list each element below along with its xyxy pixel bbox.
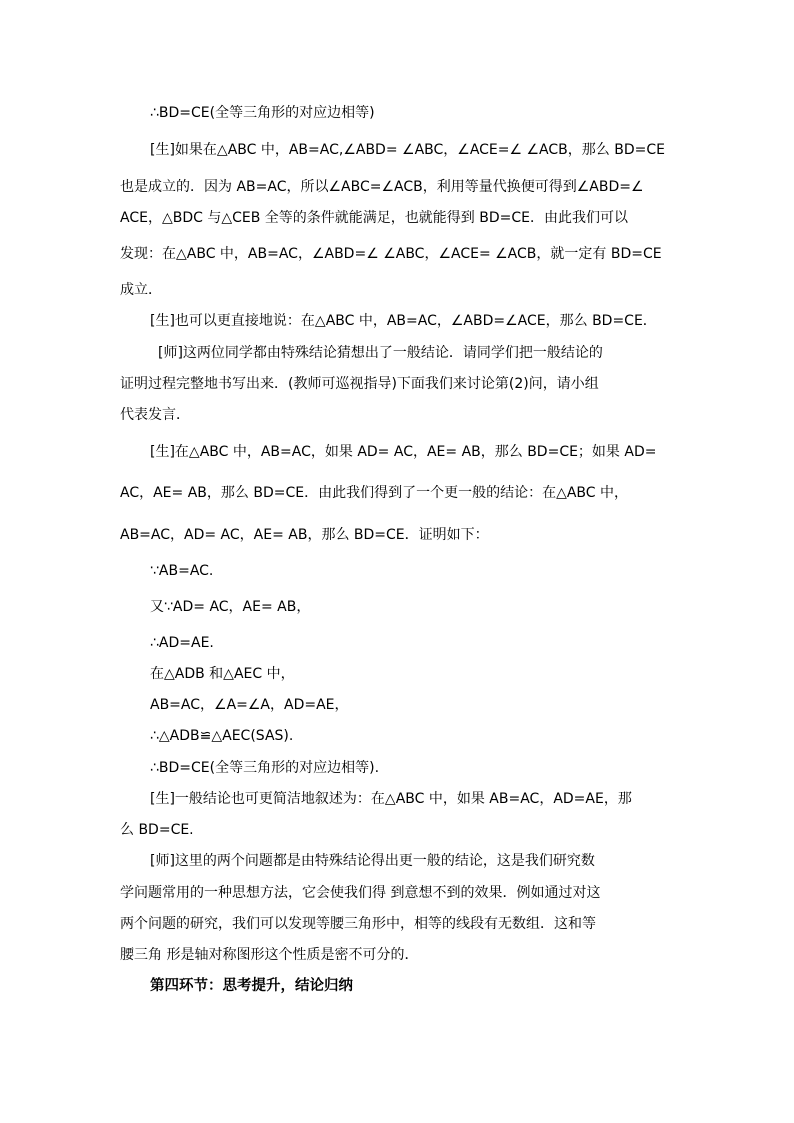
text-line: ACE，△BDC 与△CEB 全等的条件就能满足，也就能得到 BD=CE．由此我们可以 — [120, 210, 628, 226]
text-line: 么 BD=CE. — [120, 822, 194, 838]
section-heading: 第四环节：思考提升，结论归纳 — [150, 978, 353, 994]
text-line: [生]如果在△ABC 中，AB=AC,∠ABD= ∠ABC，∠ACE=∠ ∠ACB，那么 BD=CE — [150, 142, 665, 158]
text-line: 又∵AD= AC，AE= AB， — [150, 599, 311, 615]
text-line: ∴BD=CE(全等三角形的对应边相等) — [150, 105, 375, 121]
text-line: 两个问题的研究，我们可以发现等腰三角形中，相等的线段有无数组．这和等 — [120, 916, 596, 932]
text-line: [生]也可以更直接地说：在△ABC 中，AB=AC，∠ABD=∠ACE，那么 BD=CE． — [150, 313, 657, 329]
text-line: AB=AC，AD= AC，AE= AB，那么 BD=CE．证明如下： — [120, 527, 489, 543]
text-line: 学问题常用的一种思想方法，它会使我们得 到意想不到的效果．例如通过对这 — [120, 885, 601, 901]
text-line: ∴AD=AE. — [150, 635, 214, 651]
text-line: AB=AC，∠A=∠A，AD=AE， — [150, 697, 349, 713]
text-line: [师]这两位同学都由特殊结论猜想出了一般结论．请同学们把一般结论的 — [158, 345, 603, 361]
text-line: [师]这里的两个问题都是由特殊结论得出更一般的结论，这是我们研究数 — [150, 853, 595, 869]
text-line: 证明过程完整地书写出来．(教师可巡视指导)下面我们来讨论第(2)问，请小组 — [120, 376, 599, 392]
text-line: ∵AB=AC. — [150, 563, 214, 579]
text-line: [生]在△ABC 中，AB=AC，如果 AD= AC，AE= AB，那么 BD=CE；如果 AD= — [150, 444, 657, 460]
text-line: 发现：在△ABC 中，AB=AC，∠ABD=∠ ∠ABC，∠ACE= ∠ACB，就一定有 BD=CE — [120, 246, 662, 262]
text-line: ∴△ADB≌△AEC(SAS). — [150, 728, 294, 744]
text-line: ∴BD=CE(全等三角形的对应边相等). — [150, 760, 380, 776]
text-line: [生]一般结论也可更简洁地叙述为：在△ABC 中，如果 AB=AC，AD=AE，那 — [150, 791, 632, 807]
text-line: 在△ADB 和△AEC 中， — [150, 666, 295, 682]
text-line: 成立． — [120, 282, 162, 298]
text-line: 也是成立的．因为 AB=AC，所以∠ABC=∠ACB，利用等量代换便可得到∠ABD=∠ — [120, 179, 644, 195]
text-line: 腰三角 形是轴对称图形这个性质是密不可分的． — [120, 947, 419, 963]
text-line: AC，AE= AB，那么 BD=CE．由此我们得到了一个更一般的结论：在△ABC 中， — [120, 485, 629, 501]
text-line: 代表发言． — [120, 407, 190, 423]
